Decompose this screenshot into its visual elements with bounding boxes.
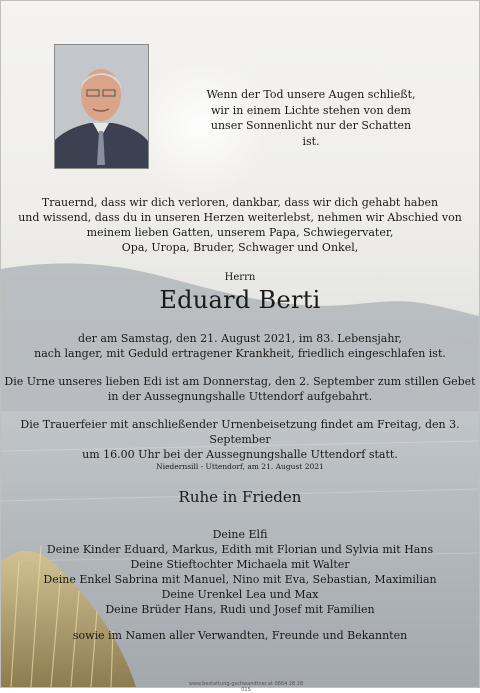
intro-line: Trauernd, dass wir dich verloren, dankbar, dass wir dich gehabt haben (41, 196, 439, 209)
deceased-name: Eduard Berti (159, 286, 321, 314)
death-notice-line: der am Samstag, den 21. August 2021, im 83. Lebensjahr, (78, 332, 402, 345)
mourners-list (1, 527, 479, 617)
portrait-photo (54, 44, 149, 169)
relatives-line: sowie im Namen aller Verwandten, Freunde und Bekannten (72, 629, 408, 642)
death-notice-line: nach langer, mit Geduld ertragener Krankheit, friedlich eingeschlafen ist. (34, 347, 446, 360)
poem-line: wir in einem Lichte stehen von dem (211, 103, 411, 117)
mourner-line: Deine Elfi (212, 528, 268, 541)
place-date: Niedernsill - Uttendorf, am 21. August 2021 (156, 462, 324, 471)
urn-notice (1, 374, 479, 404)
footer-contact: www.bestattung-gschwandtner.at 0664 28 28 015 (188, 681, 304, 693)
mourner-line: Deine Stieftochter Michaela mit Walter (130, 558, 350, 571)
salutation: Herrn (224, 272, 256, 283)
intro-line: und wissend, dass du in unseren Herzen weiterlebst, nehmen wir Abschied von (18, 211, 462, 224)
urn-notice-line: Die Urne unseres lieben Edi ist am Donnerstag, den 2. September zum stillen Gebet (4, 375, 476, 388)
poem-line: unser Sonnenlicht nur der Schatten ist. (210, 119, 412, 148)
poem (201, 87, 421, 149)
mourner-line: Deine Brüder Hans, Rudi und Josef mit Familien (105, 603, 375, 616)
ceremony-notice-line: um 16.00 Uhr bei der Aussegnungshalle Uttendorf statt. (82, 448, 398, 461)
poem-line: Wenn der Tod unsere Augen schließt, (206, 88, 416, 101)
closing-phrase: Ruhe in Frieden (178, 488, 302, 506)
mourner-line: Deine Kinder Eduard, Markus, Edith mit Florian und Sylvia mit Hans (46, 543, 434, 556)
ceremony-notice-line: Die Trauerfeier mit anschließender Urnenbeisetzung findet am Freitag, den 3. September (20, 418, 460, 446)
intro-text (1, 195, 479, 255)
mourner-line: Deine Urenkel Lea und Max (161, 588, 319, 601)
urn-notice-line: in der Aussegnungshalle Uttendorf aufgebahrt. (107, 390, 373, 403)
death-notice (1, 331, 479, 361)
ceremony-notice (1, 417, 479, 462)
intro-line: Opa, Uropa, Bruder, Schwager und Onkel, (121, 241, 359, 254)
intro-line: meinem lieben Gatten, unserem Papa, Schwiegervater, (86, 226, 394, 239)
mourner-line: Deine Enkel Sabrina mit Manuel, Nino mit Eva, Sebastian, Maximilian (43, 573, 437, 586)
